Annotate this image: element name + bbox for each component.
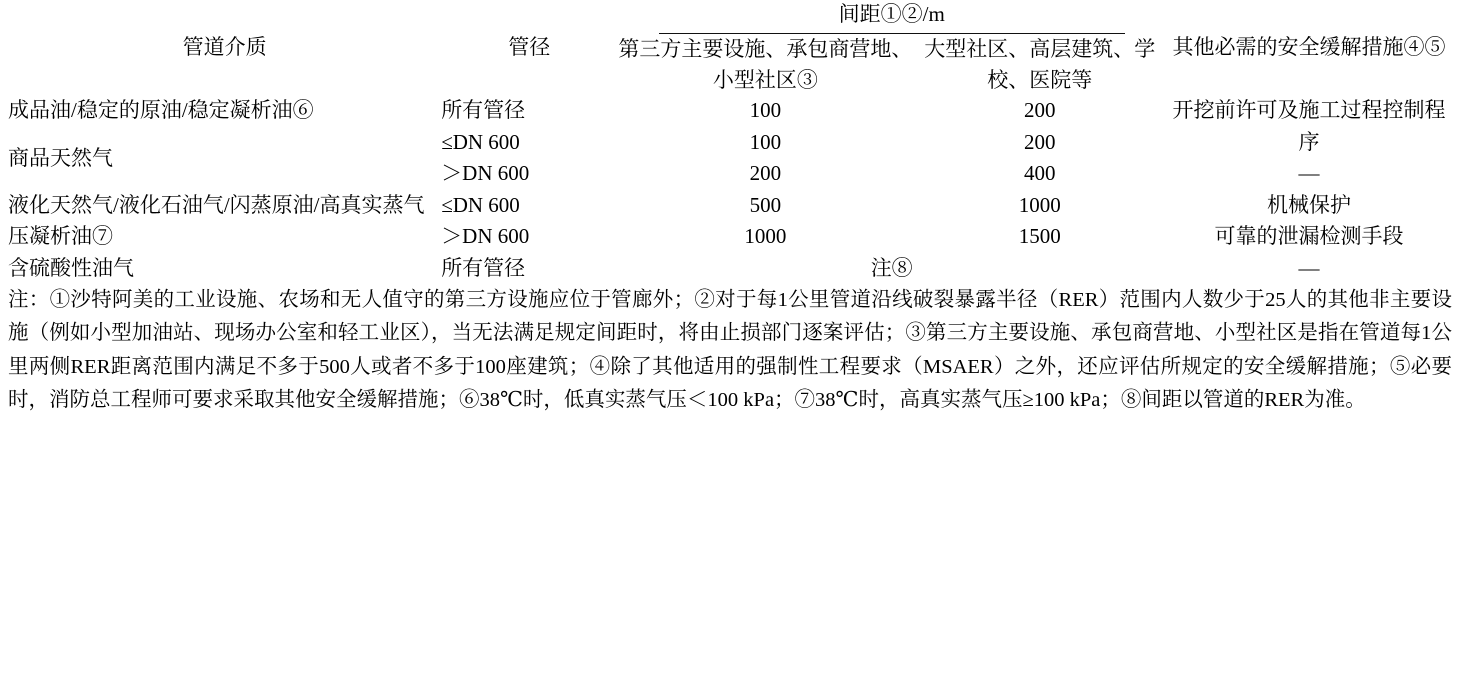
header-other-measures: 其他必需的安全缓解措施④⑤ (1172, 35, 1446, 60)
table-notes-row (8, 284, 1452, 417)
table-row (8, 253, 1452, 285)
cell-spacing-a: 100 (749, 129, 782, 154)
cell-spacing-b: 1500 (1018, 224, 1061, 249)
header-spacing-group-label: 间距①②/m (659, 0, 1125, 34)
cell-diameter: 所有管径 (441, 98, 526, 123)
cell-spacing-b: 1000 (1018, 192, 1061, 217)
cell-diameter: ＞DN 600 (441, 224, 530, 249)
header-spacing-group (617, 0, 1166, 34)
cell-spacing-a: 100 (749, 98, 782, 123)
header-spacing-b: 大型社区、高层建筑、学校、医院等 (924, 37, 1156, 92)
cell-other-measures: — (1298, 255, 1320, 280)
cell-other-measures: 开挖前许可及施工过程控制程序 (1172, 98, 1446, 154)
cell-diameter: ≤DN 600 (441, 129, 520, 154)
header-spacing-a: 第三方主要设施、承包商营地、小型社区③ (618, 37, 913, 92)
cell-spacing-merged: 注⑧ (870, 255, 913, 280)
cell-spacing-a: 1000 (744, 224, 787, 249)
cell-spacing-b: 200 (1023, 98, 1056, 123)
table-row (8, 190, 1452, 222)
header-medium: 管道介质 (182, 35, 267, 60)
cell-other-measures: — (1298, 161, 1320, 186)
cell-diameter: ≤DN 600 (441, 192, 520, 217)
table-header-row-1 (8, 0, 1452, 34)
header-diameter: 管径 (508, 35, 551, 60)
table-notes: 注：①沙特阿美的工业设施、农场和无人值守的第三方设施应位于管廊外；②对于每1公里管道沿线破裂暴露半径（RER）范围内人数少于25人的其他非主要设施（例如小型加油站、现场办公室和轻工业区），当无法满足规定间距时，将由止损部门逐案评估；③第三方主要设施、承包商营地、小型社区是指在管道每1公里两侧RER距离范围内满足不多于500人或者不多于100座建筑；④除了其他适用的强制性工程要求（MSAER）之外，还应评估所规定的安全缓解措施；⑤必要时，消防总工程师可要求采取其他安全缓解措施；⑥38℃时，低真实蒸气压＜100 kPa；⑦38℃时，高真实蒸气压≥100 kPa；⑧间距以管道的RER为准。 (8, 289, 1452, 411)
cell-spacing-a: 200 (749, 161, 782, 186)
cell-medium: 液化天然气/液化石油气/闪蒸原油/高真实蒸气压凝析油⑦ (8, 192, 425, 249)
cell-diameter: 所有管径 (441, 255, 526, 280)
cell-medium: 成品油/稳定的原油/稳定凝析油⑥ (8, 98, 314, 123)
cell-spacing-b: 400 (1023, 161, 1056, 186)
cell-medium: 商品天然气 (8, 145, 113, 170)
cell-medium: 含硫酸性油气 (8, 255, 134, 280)
cell-spacing-b: 200 (1023, 129, 1056, 154)
cell-diameter: ＞DN 600 (441, 161, 530, 186)
table-row (8, 95, 1452, 127)
cell-other-measures: 可靠的泄漏检测手段 (1214, 224, 1404, 249)
cell-spacing-a: 500 (749, 192, 782, 217)
cell-other-measures: 机械保护 (1267, 192, 1352, 217)
pipeline-spacing-table (8, 0, 1452, 417)
